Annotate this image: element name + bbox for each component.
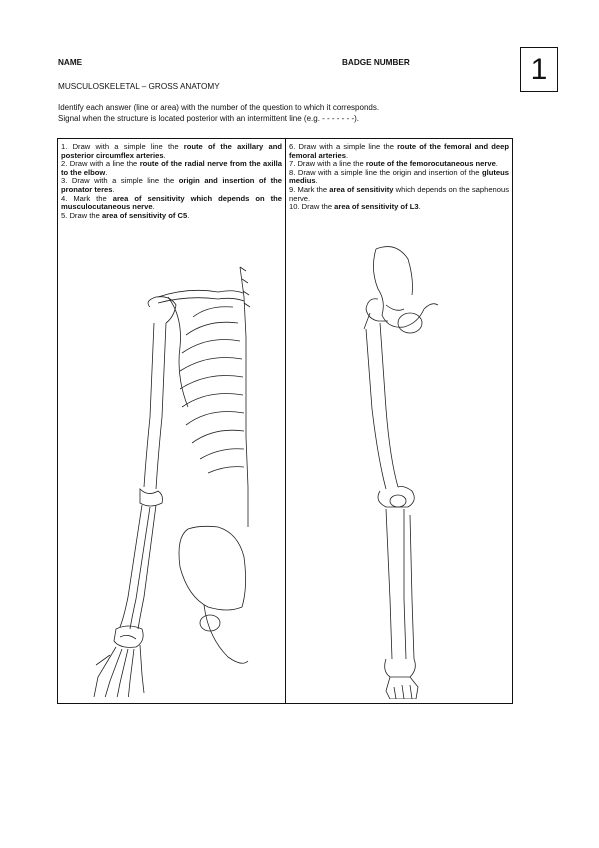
lower-limb-column bbox=[286, 139, 512, 703]
question-10: 10. Draw the area of sensitivity of L3. bbox=[289, 202, 421, 212]
question-4: 4. Mark the area of sensitivity which depends on the musculocutaneous nerve. bbox=[61, 193, 282, 212]
upper-limb-column bbox=[58, 139, 286, 703]
question-2: 2. Draw with a line the route of the radial nerve from the axilla to the elbow. bbox=[61, 159, 282, 177]
question-7: 7. Draw with a line the route of the femorocutaneous nerve. bbox=[289, 159, 498, 169]
question-8: 8. Draw with a simple line the origin and insertion of the gluteus medius. bbox=[289, 167, 509, 186]
badge-number-label: BADGE NUMBER bbox=[342, 58, 410, 67]
question-9: 9. Mark the area of sensitivity which depends on the saphenous nerve. bbox=[289, 184, 510, 203]
questions-right bbox=[286, 139, 512, 212]
question-1: 1. Draw with a simple line the route of the axillary and posterior circumflex arteries. bbox=[61, 142, 282, 160]
instructions bbox=[58, 103, 379, 124]
lower-limb-skeleton-illustration bbox=[286, 239, 512, 699]
upper-limb-skeleton-illustration bbox=[58, 257, 286, 697]
question-3: 3. Draw with a simple line the origin and insertion of the pronator teres. bbox=[61, 176, 282, 194]
page-number: 1 bbox=[530, 52, 548, 86]
name-label: NAME bbox=[58, 58, 83, 67]
questions-left bbox=[58, 139, 285, 220]
question-6: 6. Draw with a simple line the route of the femoral and deep femoral arteries. bbox=[289, 142, 509, 160]
instruction-line: Identify each answer (line or area) with the number of the question to which it corresponds. bbox=[58, 103, 380, 112]
subject-title: MUSCULOSKELETAL – GROSS ANATOMY bbox=[58, 82, 220, 91]
question-5: 5. Draw the area of sensitivity of C5. bbox=[61, 210, 190, 220]
page-number-box bbox=[520, 47, 558, 92]
answer-table bbox=[57, 138, 513, 704]
instruction-line: Signal when the structure is located posterior with an intermittent line (e.g. - - - - - - -). bbox=[58, 113, 360, 123]
